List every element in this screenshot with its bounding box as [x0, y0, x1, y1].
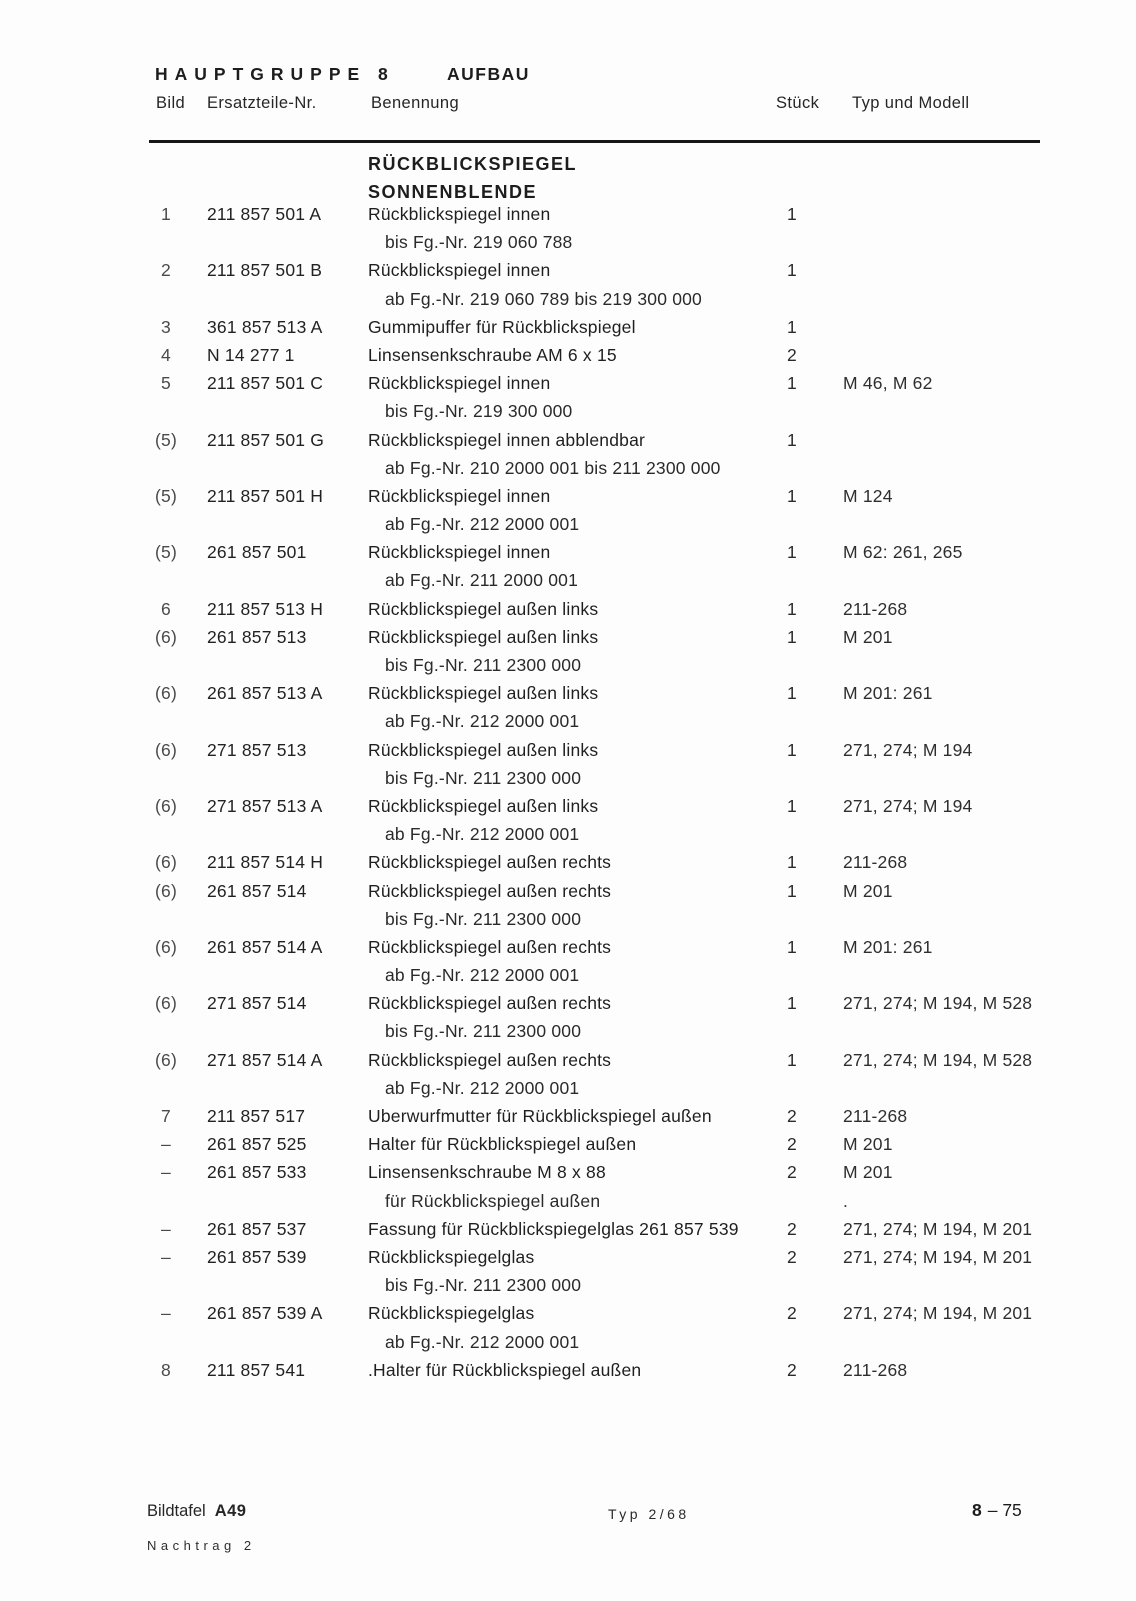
row-name: Rückblickspiegel außen links [368, 626, 599, 647]
page-number-group: 8 [972, 1500, 982, 1520]
table-row [0, 538, 1136, 566]
row-chassis-range: bis Fg.-Nr. 219 060 788 [385, 232, 573, 253]
parts-table [0, 200, 1136, 1384]
row-part-number: 261 857 514 [207, 880, 307, 901]
row-part-number: 211 857 541 [207, 1359, 306, 1380]
row-type-model: 271, 274; M 194 [843, 795, 973, 816]
table-row [0, 1243, 1136, 1271]
row-type-model: 271, 274; M 194, M 528 [843, 1049, 1033, 1070]
row-quantity: 2 [787, 1246, 797, 1267]
row-part-number: 271 857 513 A [207, 795, 323, 816]
row-part-number: 261 857 525 [207, 1134, 307, 1155]
column-header-part-number: Ersatzteile-Nr. [207, 94, 317, 112]
row-chassis-range: bis Fg.-Nr. 211 2300 000 [385, 1021, 582, 1042]
row-chassis-range: bis Fg.-Nr. 211 2300 000 [385, 908, 582, 929]
row-quantity: 1 [787, 542, 797, 563]
row-part-number: 261 857 539 A [207, 1303, 323, 1324]
row-part-number: 261 857 513 [207, 626, 307, 647]
row-quantity: 1 [787, 993, 797, 1014]
row-bild-ref: 2 [161, 260, 171, 281]
row-quantity: 2 [787, 344, 797, 365]
row-chassis-range: ab Fg.-Nr. 212 2000 001 [385, 514, 580, 535]
row-part-number: 211 857 517 [207, 1106, 306, 1126]
row-quantity: 1 [787, 1049, 797, 1070]
row-type-model: M 62: 261, 265 [843, 542, 963, 563]
table-row [0, 1215, 1136, 1243]
row-quantity: 1 [787, 626, 797, 647]
table-row-continuation [0, 454, 1136, 482]
row-name: Rückblickspiegel innen [368, 485, 551, 506]
row-name: Rückblickspiegel außen rechts [368, 993, 612, 1014]
row-quantity: 2 [787, 1218, 797, 1239]
table-row [0, 877, 1136, 905]
table-row-continuation [0, 1271, 1136, 1299]
table-row [0, 1130, 1136, 1158]
row-quantity: 1 [787, 739, 797, 760]
row-quantity: 1 [787, 485, 797, 506]
row-name: Rückblickspiegel außen rechts [368, 880, 612, 901]
table-row [0, 736, 1136, 764]
row-quantity: 2 [787, 1303, 797, 1324]
table-row-continuation [0, 397, 1136, 425]
row-name: Fassung für Rückblickspiegelglas 261 857 539 [368, 1218, 739, 1239]
row-type-model: M 201: 261 [843, 936, 933, 957]
table-row-continuation [0, 228, 1136, 256]
table-row-continuation [0, 651, 1136, 679]
row-type-model: M 124 [843, 485, 893, 506]
aufbau-title: AUFBAU [447, 64, 530, 84]
row-part-number: 271 857 513 [207, 739, 307, 760]
row-quantity: 1 [787, 936, 797, 957]
table-row [0, 1356, 1136, 1384]
hauptgruppe-title: HAUPTGRUPPE 8 [155, 64, 395, 84]
row-name: Rückblickspiegel außen links [368, 598, 599, 619]
row-bild-ref: 6 [161, 598, 171, 619]
table-row [0, 989, 1136, 1017]
bildtafel-label: Bildtafel [147, 1502, 206, 1520]
row-bild-ref: – [161, 1134, 171, 1155]
table-row-continuation [0, 1017, 1136, 1045]
table-row [0, 341, 1136, 369]
table-row [0, 313, 1136, 341]
row-part-number: 261 857 539 [207, 1246, 307, 1267]
table-row [0, 623, 1136, 651]
row-name: Halter für Rückblickspiegel außen [368, 1134, 637, 1155]
bildtafel-value: A49 [214, 1502, 247, 1520]
row-name: Rückblickspiegel innen [368, 204, 551, 224]
row-quantity: 1 [787, 316, 797, 337]
row-name: Rückblickspiegel außen rechts [368, 852, 612, 873]
row-chassis-range: bis Fg.-Nr. 219 300 000 [385, 401, 573, 422]
row-part-number: N 14 277 1 [207, 344, 295, 365]
row-type-model-note: . [843, 1190, 849, 1211]
row-bild-ref: – [161, 1303, 171, 1324]
row-bild-ref: (6) [155, 993, 177, 1014]
page-number-rest: – 75 [987, 1500, 1022, 1520]
row-name: Linsensenkschraube M 8 x 88 [368, 1162, 606, 1183]
row-part-number: 211 857 501 C [207, 373, 324, 394]
row-name: Rückblickspiegel innen abblendbar [368, 429, 646, 450]
table-row-continuation [0, 566, 1136, 594]
row-part-number: 261 857 533 [207, 1162, 307, 1183]
table-row-continuation [0, 285, 1136, 313]
table-row [0, 1158, 1136, 1186]
row-bild-ref: (6) [155, 1049, 177, 1070]
row-chassis-range: ab Fg.-Nr. 212 2000 001 [385, 1331, 580, 1352]
table-row [0, 792, 1136, 820]
row-type-model: 211-268 [843, 852, 908, 873]
row-bild-ref: (5) [155, 429, 177, 450]
table-row [0, 933, 1136, 961]
row-chassis-range: ab Fg.-Nr. 212 2000 001 [385, 965, 580, 986]
row-bild-ref: 1 [161, 204, 171, 224]
row-quantity: 1 [787, 880, 797, 901]
row-type-model: 211-268 [843, 1106, 908, 1126]
table-row-continuation [0, 820, 1136, 848]
column-header-typ-modell: Typ und Modell [852, 94, 970, 112]
table-row [0, 595, 1136, 623]
row-type-model: M 201 [843, 626, 893, 647]
row-quantity: 1 [787, 683, 797, 704]
row-quantity: 1 [787, 852, 797, 873]
row-bild-ref: (6) [155, 626, 177, 647]
row-name: .Halter für Rückblickspiegel außen [368, 1359, 642, 1380]
row-chassis-range: bis Fg.-Nr. 211 2300 000 [385, 1275, 582, 1296]
table-row [0, 426, 1136, 454]
footer-page-number [972, 1500, 1022, 1521]
row-quantity: 1 [787, 795, 797, 816]
row-bild-ref: 5 [161, 373, 171, 394]
row-name: Gummipuffer für Rückblickspiegel [368, 316, 636, 337]
row-type-model: 271, 274; M 194 [843, 739, 973, 760]
row-part-number: 261 857 513 A [207, 683, 323, 704]
row-type-model: 271, 274; M 194, M 201 [843, 1218, 1033, 1239]
row-bild-ref: (5) [155, 485, 177, 506]
row-chassis-range: bis Fg.-Nr. 211 2300 000 [385, 655, 582, 675]
row-quantity: 1 [787, 260, 797, 281]
row-part-number: 211 857 501 G [207, 429, 325, 450]
row-chassis-range: ab Fg.-Nr. 210 2000 001 bis 211 2300 000 [385, 457, 721, 478]
row-quantity: 2 [787, 1162, 797, 1183]
table-row [0, 1046, 1136, 1074]
row-quantity: 1 [787, 204, 797, 224]
row-bild-ref: (6) [155, 739, 177, 760]
row-type-model: 271, 274; M 194, M 528 [843, 993, 1033, 1014]
section-title-rueckblickspiegel: RÜCKBLICKSPIEGEL [368, 154, 578, 174]
row-type-model: M 201: 261 [843, 683, 933, 704]
row-bild-ref: 3 [161, 316, 171, 337]
row-name: Rückblickspiegel außen rechts [368, 936, 612, 957]
row-name: Rückblickspiegel außen links [368, 795, 599, 816]
row-bild-ref: – [161, 1162, 171, 1183]
row-bild-ref: – [161, 1218, 171, 1239]
row-quantity: 2 [787, 1359, 797, 1380]
table-row-continuation [0, 1328, 1136, 1356]
row-type-model: M 201 [843, 1134, 893, 1155]
table-row [0, 200, 1136, 228]
footer-typ: Typ 2/68 [608, 1506, 690, 1522]
row-part-number: 261 857 501 [207, 542, 307, 563]
row-quantity: 1 [787, 598, 797, 619]
row-part-number: 261 857 537 [207, 1218, 307, 1239]
row-part-number: 271 857 514 [207, 993, 307, 1014]
row-part-number: 211 857 501 A [207, 204, 322, 224]
table-row-continuation [0, 1074, 1136, 1102]
row-name: Rückblickspiegel innen [368, 542, 551, 563]
row-quantity: 2 [787, 1106, 797, 1126]
row-part-number: 211 857 501 B [207, 260, 323, 281]
row-part-number: 271 857 514 A [207, 1049, 323, 1070]
table-row [0, 1299, 1136, 1327]
row-type-model: M 201 [843, 880, 893, 901]
table-row-continuation [0, 1187, 1136, 1215]
row-quantity: 2 [787, 1134, 797, 1155]
row-chassis-range: ab Fg.-Nr. 212 2000 001 [385, 711, 580, 732]
row-quantity: 1 [787, 429, 797, 450]
table-row [0, 369, 1136, 397]
row-chassis-range: für Rückblickspiegel außen [385, 1190, 601, 1211]
row-chassis-range: ab Fg.-Nr. 212 2000 001 [385, 824, 580, 845]
table-row-continuation [0, 764, 1136, 792]
row-bild-ref: 7 [161, 1106, 171, 1126]
row-bild-ref: – [161, 1246, 171, 1267]
column-header-bild: Bild [156, 94, 186, 112]
row-name: Rückblickspiegel außen links [368, 683, 599, 704]
row-bild-ref: (5) [155, 542, 177, 563]
row-chassis-range: ab Fg.-Nr. 219 060 789 bis 219 300 000 [385, 288, 702, 309]
row-type-model: M 46, M 62 [843, 373, 933, 394]
footer-nachtrag: Nachtrag 2 [147, 1538, 256, 1553]
column-header-benennung: Benennung [371, 94, 460, 112]
row-part-number: 211 857 514 H [207, 852, 324, 873]
row-chassis-range: bis Fg.-Nr. 211 2300 000 [385, 767, 582, 788]
table-row [0, 848, 1136, 876]
row-bild-ref: 8 [161, 1359, 171, 1380]
table-row-continuation [0, 707, 1136, 735]
row-bild-ref: (6) [155, 795, 177, 816]
row-quantity: 1 [787, 373, 797, 394]
table-row [0, 482, 1136, 510]
row-type-model: M 201 [843, 1162, 893, 1183]
row-bild-ref: (6) [155, 880, 177, 901]
row-name: Rückblickspiegelglas [368, 1246, 535, 1267]
row-name: Rückblickspiegel außen rechts [368, 1049, 612, 1070]
section-title-sonnenblende: SONNENBLENDE [368, 182, 538, 202]
row-type-model: 271, 274; M 194, M 201 [843, 1246, 1033, 1267]
column-header-stueck: Stück [776, 94, 820, 112]
table-row [0, 679, 1136, 707]
row-chassis-range: ab Fg.-Nr. 211 2000 001 [385, 570, 579, 591]
row-name: Rückblickspiegelglas [368, 1303, 535, 1324]
table-row-continuation [0, 961, 1136, 989]
row-part-number: 261 857 514 A [207, 936, 323, 957]
row-name: Rückblickspiegel innen [368, 260, 551, 281]
table-row-continuation [0, 510, 1136, 538]
row-bild-ref: 4 [161, 344, 171, 365]
row-chassis-range: ab Fg.-Nr. 212 2000 001 [385, 1077, 580, 1098]
row-bild-ref: (6) [155, 683, 177, 704]
table-row-continuation [0, 905, 1136, 933]
row-part-number: 361 857 513 A [207, 316, 323, 337]
row-part-number: 211 857 513 H [207, 598, 324, 619]
row-type-model: 211-268 [843, 598, 908, 619]
row-name: Rückblickspiegel innen [368, 373, 551, 394]
row-name: Linsensenkschraube AM 6 x 15 [368, 344, 617, 365]
table-row [0, 256, 1136, 284]
row-type-model: 271, 274; M 194, M 201 [843, 1303, 1033, 1324]
row-name: Uberwurfmutter für Rückblickspiegel außen [368, 1106, 712, 1126]
row-type-model: 211-268 [843, 1359, 908, 1380]
row-part-number: 211 857 501 H [207, 485, 324, 506]
footer-bildtafel [147, 1502, 246, 1521]
table-row [0, 1102, 1136, 1130]
row-bild-ref: (6) [155, 936, 177, 957]
row-name: Rückblickspiegel außen links [368, 739, 599, 760]
row-bild-ref: (6) [155, 852, 177, 873]
header-divider-rule [149, 140, 1040, 143]
